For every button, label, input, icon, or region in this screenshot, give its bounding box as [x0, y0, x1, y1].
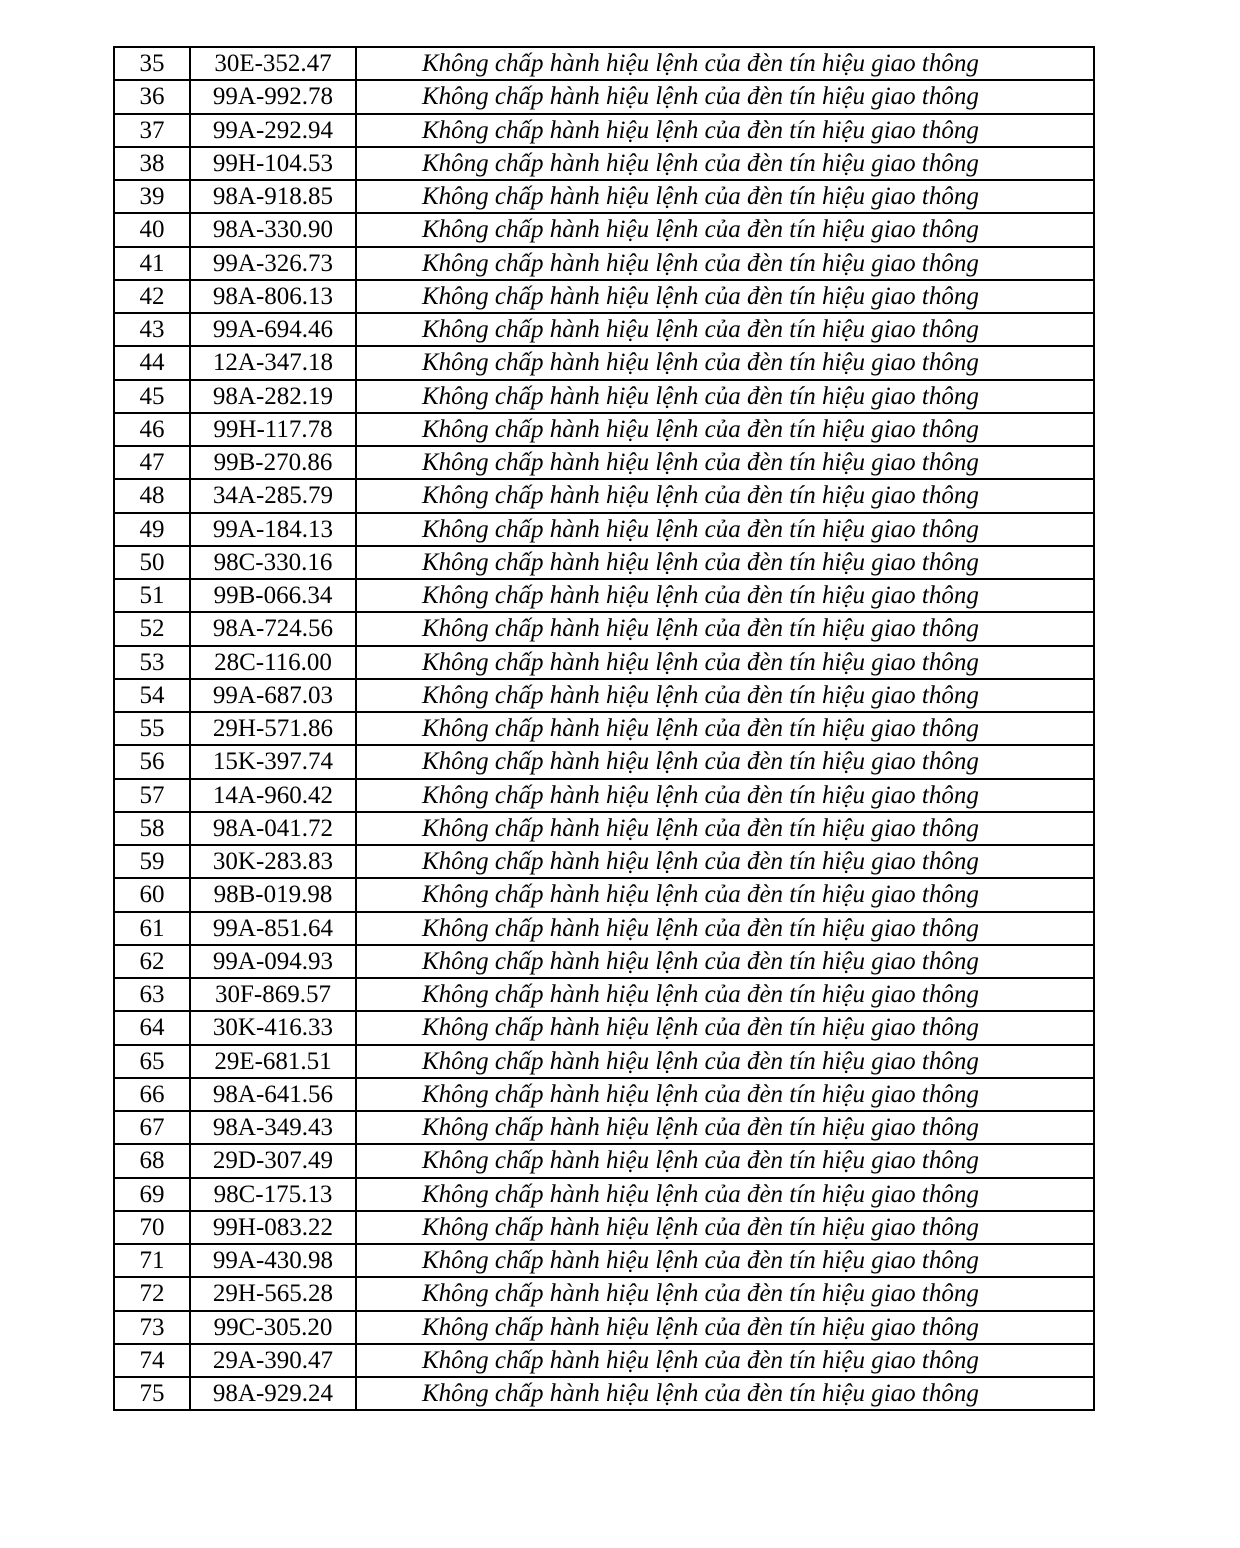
- row-number-cell: 57: [114, 779, 190, 812]
- violation-description-cell: Không chấp hành hiệu lệnh của đèn tín hiệu giao thông: [356, 413, 1094, 446]
- license-plate-cell: 99A-694.46: [190, 313, 356, 346]
- license-plate-cell: 98A-282.19: [190, 380, 356, 413]
- table-row: [114, 1311, 1094, 1344]
- table-row: [114, 413, 1094, 446]
- row-number-cell: 59: [114, 845, 190, 878]
- row-number-cell: 63: [114, 978, 190, 1011]
- violation-description-cell: Không chấp hành hiệu lệnh của đèn tín hiệu giao thông: [356, 745, 1094, 778]
- violation-description-cell: Không chấp hành hiệu lệnh của đèn tín hiệu giao thông: [356, 180, 1094, 213]
- violation-description-cell: Không chấp hành hiệu lệnh của đèn tín hiệu giao thông: [356, 712, 1094, 745]
- row-number-cell: 41: [114, 247, 190, 280]
- row-number-cell: 39: [114, 180, 190, 213]
- violation-description-cell: Không chấp hành hiệu lệnh của đèn tín hiệu giao thông: [356, 945, 1094, 978]
- row-number-cell: 44: [114, 346, 190, 379]
- table-row: [114, 80, 1094, 113]
- license-plate-cell: 98A-041.72: [190, 812, 356, 845]
- license-plate-cell: 30E-352.47: [190, 47, 356, 80]
- license-plate-cell: 99H-117.78: [190, 413, 356, 446]
- row-number-cell: 49: [114, 513, 190, 546]
- license-plate-cell: 99B-270.86: [190, 446, 356, 479]
- violation-description-cell: Không chấp hành hiệu lệnh của đèn tín hiệu giao thông: [356, 1144, 1094, 1177]
- license-plate-cell: 15K-397.74: [190, 745, 356, 778]
- license-plate-cell: 29E-681.51: [190, 1045, 356, 1078]
- violation-description-cell: Không chấp hành hiệu lệnh của đèn tín hiệu giao thông: [356, 1277, 1094, 1310]
- row-number-cell: 53: [114, 646, 190, 679]
- table-row: [114, 546, 1094, 579]
- row-number-cell: 71: [114, 1244, 190, 1277]
- violation-description-cell: Không chấp hành hiệu lệnh của đèn tín hiệu giao thông: [356, 1344, 1094, 1377]
- table-row: [114, 1377, 1094, 1410]
- violation-description-cell: Không chấp hành hiệu lệnh của đèn tín hiệu giao thông: [356, 1011, 1094, 1044]
- row-number-cell: 38: [114, 147, 190, 180]
- table-row: [114, 912, 1094, 945]
- license-plate-cell: 98C-175.13: [190, 1178, 356, 1211]
- row-number-cell: 37: [114, 114, 190, 147]
- violation-description-cell: Không chấp hành hiệu lệnh của đèn tín hiệu giao thông: [356, 1111, 1094, 1144]
- license-plate-cell: 34A-285.79: [190, 479, 356, 512]
- license-plate-cell: 30K-416.33: [190, 1011, 356, 1044]
- table-row: [114, 1078, 1094, 1111]
- table-row: [114, 213, 1094, 246]
- violation-description-cell: Không chấp hành hiệu lệnh của đèn tín hiệu giao thông: [356, 1211, 1094, 1244]
- table-row: [114, 1244, 1094, 1277]
- row-number-cell: 52: [114, 612, 190, 645]
- license-plate-cell: 12A-347.18: [190, 346, 356, 379]
- table-row: [114, 114, 1094, 147]
- table-row: [114, 1144, 1094, 1177]
- violation-description-cell: Không chấp hành hiệu lệnh của đèn tín hiệu giao thông: [356, 147, 1094, 180]
- violation-description-cell: Không chấp hành hiệu lệnh của đèn tín hiệu giao thông: [356, 646, 1094, 679]
- license-plate-cell: 98A-929.24: [190, 1377, 356, 1410]
- violation-description-cell: Không chấp hành hiệu lệnh của đèn tín hiệu giao thông: [356, 1311, 1094, 1344]
- row-number-cell: 48: [114, 479, 190, 512]
- license-plate-cell: 14A-960.42: [190, 779, 356, 812]
- license-plate-cell: 99A-184.13: [190, 513, 356, 546]
- table-row: [114, 280, 1094, 313]
- license-plate-cell: 98A-918.85: [190, 180, 356, 213]
- table-row: [114, 1211, 1094, 1244]
- table-row: [114, 313, 1094, 346]
- table-row: [114, 446, 1094, 479]
- violation-description-cell: Không chấp hành hiệu lệnh của đèn tín hiệu giao thông: [356, 1377, 1094, 1410]
- row-number-cell: 58: [114, 812, 190, 845]
- violation-description-cell: Không chấp hành hiệu lệnh của đèn tín hiệu giao thông: [356, 812, 1094, 845]
- violation-description-cell: Không chấp hành hiệu lệnh của đèn tín hiệu giao thông: [356, 479, 1094, 512]
- row-number-cell: 40: [114, 213, 190, 246]
- table-row: [114, 612, 1094, 645]
- license-plate-cell: 30F-869.57: [190, 978, 356, 1011]
- table-row: [114, 712, 1094, 745]
- license-plate-cell: 99A-326.73: [190, 247, 356, 280]
- violation-description-cell: Không chấp hành hiệu lệnh của đèn tín hiệu giao thông: [356, 313, 1094, 346]
- license-plate-cell: 99A-292.94: [190, 114, 356, 147]
- table-row: [114, 978, 1094, 1011]
- table-row: [114, 1277, 1094, 1310]
- violation-description-cell: Không chấp hành hiệu lệnh của đèn tín hiệu giao thông: [356, 679, 1094, 712]
- violation-description-cell: Không chấp hành hiệu lệnh của đèn tín hiệu giao thông: [356, 446, 1094, 479]
- row-number-cell: 46: [114, 413, 190, 446]
- table-row: [114, 812, 1094, 845]
- license-plate-cell: 98A-330.90: [190, 213, 356, 246]
- table-row: [114, 745, 1094, 778]
- license-plate-cell: 98A-349.43: [190, 1111, 356, 1144]
- row-number-cell: 73: [114, 1311, 190, 1344]
- violation-description-cell: Không chấp hành hiệu lệnh của đèn tín hiệu giao thông: [356, 114, 1094, 147]
- license-plate-cell: 28C-116.00: [190, 646, 356, 679]
- table-row: [114, 513, 1094, 546]
- row-number-cell: 67: [114, 1111, 190, 1144]
- row-number-cell: 61: [114, 912, 190, 945]
- violation-description-cell: Không chấp hành hiệu lệnh của đèn tín hiệu giao thông: [356, 213, 1094, 246]
- table-row: [114, 679, 1094, 712]
- license-plate-cell: 99H-083.22: [190, 1211, 356, 1244]
- table-row: [114, 779, 1094, 812]
- row-number-cell: 54: [114, 679, 190, 712]
- violation-description-cell: Không chấp hành hiệu lệnh của đèn tín hiệu giao thông: [356, 80, 1094, 113]
- license-plate-cell: 99C-305.20: [190, 1311, 356, 1344]
- row-number-cell: 70: [114, 1211, 190, 1244]
- row-number-cell: 60: [114, 878, 190, 911]
- violation-description-cell: Không chấp hành hiệu lệnh của đèn tín hiệu giao thông: [356, 1244, 1094, 1277]
- license-plate-cell: 99B-066.34: [190, 579, 356, 612]
- row-number-cell: 64: [114, 1011, 190, 1044]
- license-plate-cell: 29H-571.86: [190, 712, 356, 745]
- table-row: [114, 878, 1094, 911]
- license-plate-cell: 98A-641.56: [190, 1078, 356, 1111]
- license-plate-cell: 30K-283.83: [190, 845, 356, 878]
- violation-description-cell: Không chấp hành hiệu lệnh của đèn tín hiệu giao thông: [356, 280, 1094, 313]
- table-row: [114, 180, 1094, 213]
- license-plate-cell: 99A-992.78: [190, 80, 356, 113]
- table-row: [114, 1045, 1094, 1078]
- violation-description-cell: Không chấp hành hiệu lệnh của đèn tín hiệu giao thông: [356, 579, 1094, 612]
- row-number-cell: 62: [114, 945, 190, 978]
- row-number-cell: 75: [114, 1377, 190, 1410]
- violation-description-cell: Không chấp hành hiệu lệnh của đèn tín hiệu giao thông: [356, 779, 1094, 812]
- license-plate-cell: 29D-307.49: [190, 1144, 356, 1177]
- table-row: [114, 380, 1094, 413]
- violation-description-cell: Không chấp hành hiệu lệnh của đèn tín hiệu giao thông: [356, 878, 1094, 911]
- violation-description-cell: Không chấp hành hiệu lệnh của đèn tín hiệu giao thông: [356, 845, 1094, 878]
- violation-description-cell: Không chấp hành hiệu lệnh của đèn tín hiệu giao thông: [356, 546, 1094, 579]
- violation-description-cell: Không chấp hành hiệu lệnh của đèn tín hiệu giao thông: [356, 1178, 1094, 1211]
- table-row: [114, 945, 1094, 978]
- table-row: [114, 1344, 1094, 1377]
- violation-description-cell: Không chấp hành hiệu lệnh của đèn tín hiệu giao thông: [356, 513, 1094, 546]
- table-row: [114, 47, 1094, 80]
- row-number-cell: 43: [114, 313, 190, 346]
- license-plate-cell: 99A-687.03: [190, 679, 356, 712]
- table-row: [114, 1111, 1094, 1144]
- license-plate-cell: 99H-104.53: [190, 147, 356, 180]
- violation-description-cell: Không chấp hành hiệu lệnh của đèn tín hiệu giao thông: [356, 380, 1094, 413]
- license-plate-cell: 29A-390.47: [190, 1344, 356, 1377]
- violation-description-cell: Không chấp hành hiệu lệnh của đèn tín hiệu giao thông: [356, 912, 1094, 945]
- violations-table: [113, 46, 1095, 1411]
- row-number-cell: 45: [114, 380, 190, 413]
- violation-description-cell: Không chấp hành hiệu lệnh của đèn tín hiệu giao thông: [356, 247, 1094, 280]
- table-row: [114, 346, 1094, 379]
- violation-description-cell: Không chấp hành hiệu lệnh của đèn tín hiệu giao thông: [356, 612, 1094, 645]
- table-row: [114, 1011, 1094, 1044]
- table-row: [114, 147, 1094, 180]
- row-number-cell: 36: [114, 80, 190, 113]
- row-number-cell: 65: [114, 1045, 190, 1078]
- license-plate-cell: 98C-330.16: [190, 546, 356, 579]
- row-number-cell: 47: [114, 446, 190, 479]
- license-plate-cell: 99A-094.93: [190, 945, 356, 978]
- row-number-cell: 55: [114, 712, 190, 745]
- license-plate-cell: 99A-430.98: [190, 1244, 356, 1277]
- license-plate-cell: 98A-724.56: [190, 612, 356, 645]
- license-plate-cell: 29H-565.28: [190, 1277, 356, 1310]
- violation-description-cell: Không chấp hành hiệu lệnh của đèn tín hiệu giao thông: [356, 47, 1094, 80]
- table-row: [114, 479, 1094, 512]
- table-row: [114, 579, 1094, 612]
- table-row: [114, 646, 1094, 679]
- violation-description-cell: Không chấp hành hiệu lệnh của đèn tín hiệu giao thông: [356, 1078, 1094, 1111]
- row-number-cell: 68: [114, 1144, 190, 1177]
- table-row: [114, 1178, 1094, 1211]
- violation-description-cell: Không chấp hành hiệu lệnh của đèn tín hiệu giao thông: [356, 978, 1094, 1011]
- row-number-cell: 35: [114, 47, 190, 80]
- violation-description-cell: Không chấp hành hiệu lệnh của đèn tín hiệu giao thông: [356, 1045, 1094, 1078]
- violations-table-body: [114, 47, 1094, 1410]
- row-number-cell: 56: [114, 745, 190, 778]
- row-number-cell: 74: [114, 1344, 190, 1377]
- row-number-cell: 66: [114, 1078, 190, 1111]
- row-number-cell: 69: [114, 1178, 190, 1211]
- table-row: [114, 845, 1094, 878]
- violation-description-cell: Không chấp hành hiệu lệnh của đèn tín hiệu giao thông: [356, 346, 1094, 379]
- license-plate-cell: 99A-851.64: [190, 912, 356, 945]
- license-plate-cell: 98B-019.98: [190, 878, 356, 911]
- license-plate-cell: 98A-806.13: [190, 280, 356, 313]
- row-number-cell: 72: [114, 1277, 190, 1310]
- row-number-cell: 50: [114, 546, 190, 579]
- table-row: [114, 247, 1094, 280]
- row-number-cell: 42: [114, 280, 190, 313]
- row-number-cell: 51: [114, 579, 190, 612]
